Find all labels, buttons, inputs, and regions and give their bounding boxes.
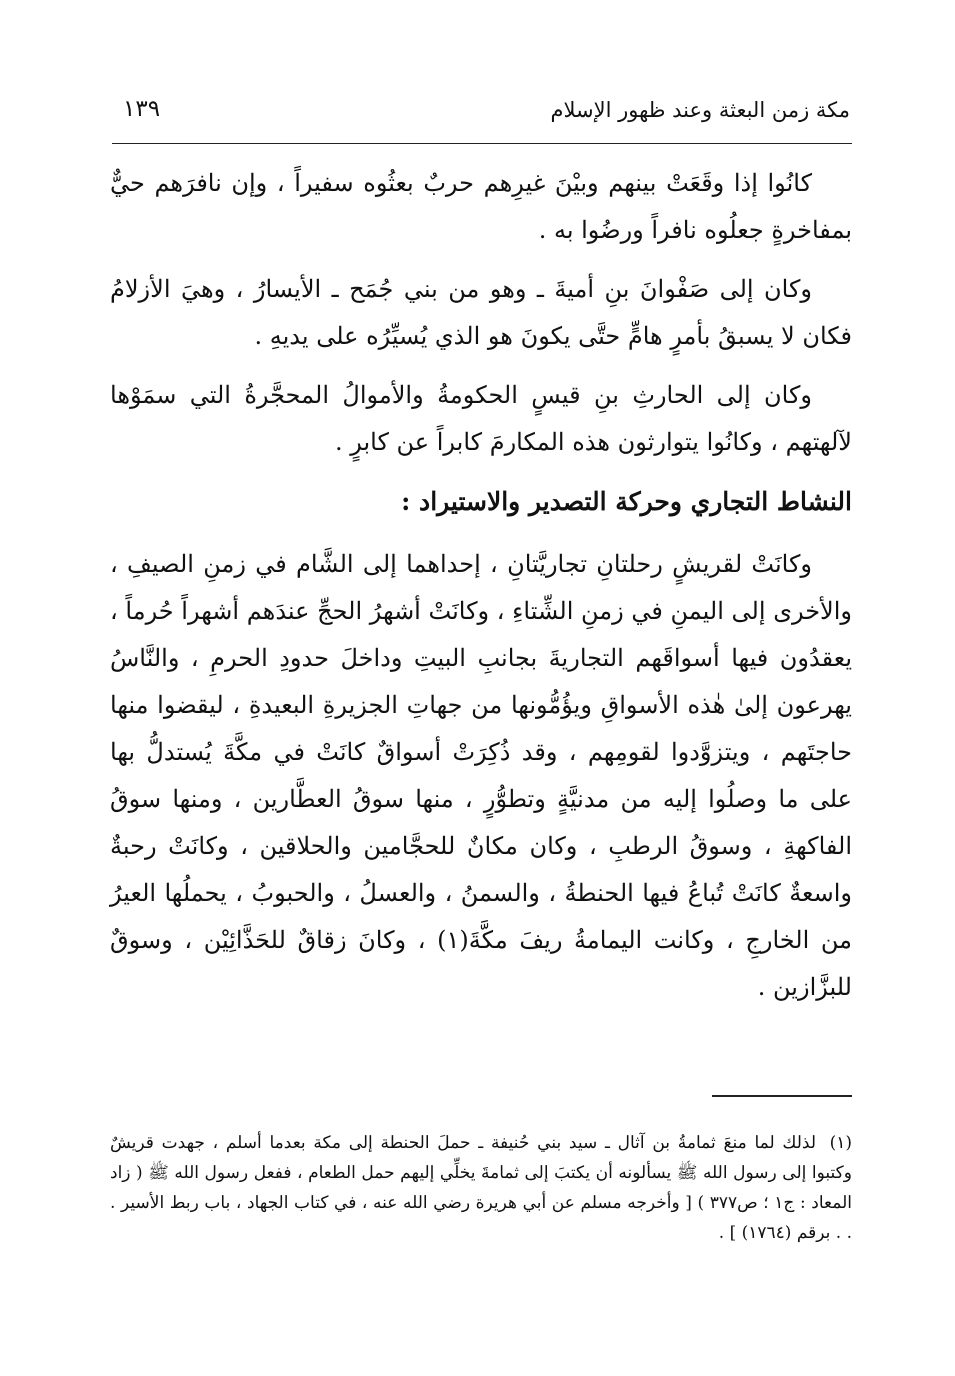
main-text	[110, 160, 852, 1023]
footnote-marker: (١)	[829, 1133, 852, 1153]
running-header-title: مكة زمن البعثة وعند ظهور الإسلام	[550, 98, 850, 122]
page-number: ١٣٩	[123, 96, 161, 122]
running-header	[115, 96, 850, 136]
footnote-divider	[712, 1095, 852, 1097]
footnote-text: لذلك لما منعَ ثمامةُ بن آثال ـ سيد بني حُنيفة ـ حملَ الحنطة إلى مكة بعدما أسلم ، جهدت قريشٌ وكتبوا إلى رسول الله ﷺ يسألونه أن يكتبَ إلى ثمامةَ يخلِّي إليهم حمل الطعام ، ففعل رسول الله ﷺ ( زاد المعاد : ج١ ؛ ص٣٧٧ ) [ وأخرجه مسلم عن أبي هريرة رضي الله عنه ، في كتاب الجهاد ، باب ربط الأسير . . . برقم (١٧٦٤) ] .	[110, 1133, 852, 1243]
footnote	[110, 1128, 852, 1248]
paragraph-ambassador: كانُوا إذا وقَعَتْ بينهم وبيْنَ غيرِهم حربٌ بعثُوه سفيراً ، وإن نافرَهم حيٌّ بمفاخرةٍ جعلُوه نافراً ورضُوا به .	[110, 169, 852, 244]
header-divider	[112, 143, 852, 144]
section-heading: النشاط التجاري وحركة التصدير والاستيراد :	[401, 487, 852, 516]
paragraph-harith: وكان إلى الحارثِ بنِ قيسٍ الحكومةُ والأموالُ المحجَّرةُ التي سمَوْها لآلهتهم ، وكانُوا يتوارثون هذه المكارمَ كابراً عن كابرٍ .	[110, 381, 852, 456]
paragraph-safwan: وكان إلى صَفْوانَ بنِ أميةَ ـ وهو من بني جُمَح ـ الأيسارُ ، وهيَ الأزلامُ فكان لا يسبقُ بأمرٍ هامٍّ حتَّى يكونَ هو الذي يُسيِّرُه على يديهِ .	[110, 275, 852, 350]
paragraph-trade: وكانَتْ لقريشٍ رحلتانِ تجاريَّتانِ ، إحداهما إلى الشَّام في زمنِ الصيفِ ، والأخرى إلى اليمنِ في زمنِ الشِّتاءِ ، وكانَتْ أشهرُ الحجِّ عندَهم أشهراً حُرماً ، يعقدُون فيها أسواقَهم التجاريةَ بجانبِ البيتِ وداخلَ حدودِ الحرمِ ، والنَّاسُ يهرعون إلىٰ هٰذه الأسواقِ ويؤُمُّونها من جهاتِ الجزيرةِ البعيدةِ ، ليقضوا منها حاجتَهم ، ويتزوَّدوا لقومِهم ، وقد ذُكِرَتْ أسواقٌ كانَتْ في مكَّةَ يُستدلُّ بها على ما وصلُوا إليه من مدنيَّةٍ وتطوُّرٍ ، منها سوقُ العطَّارين ، ومنها سوقُ الفاكهةِ ، وسوقُ الرطبِ ، وكان مكانٌ للحجَّامين والحلاقين ، وكانَتْ رحبةٌ واسعةٌ كانَتْ تُباعُ فيها الحنطةُ ، والسمنُ ، والعسلُ ، والحبوبُ ، يحملُها العيرُ من الخارجِ ، وكانت اليمامةُ ريفَ مكَّةَ(١) ، وكانَ زقاقٌ للحَذَّائِيْن ، وسوقٌ للبزَّازين .	[110, 550, 852, 1001]
